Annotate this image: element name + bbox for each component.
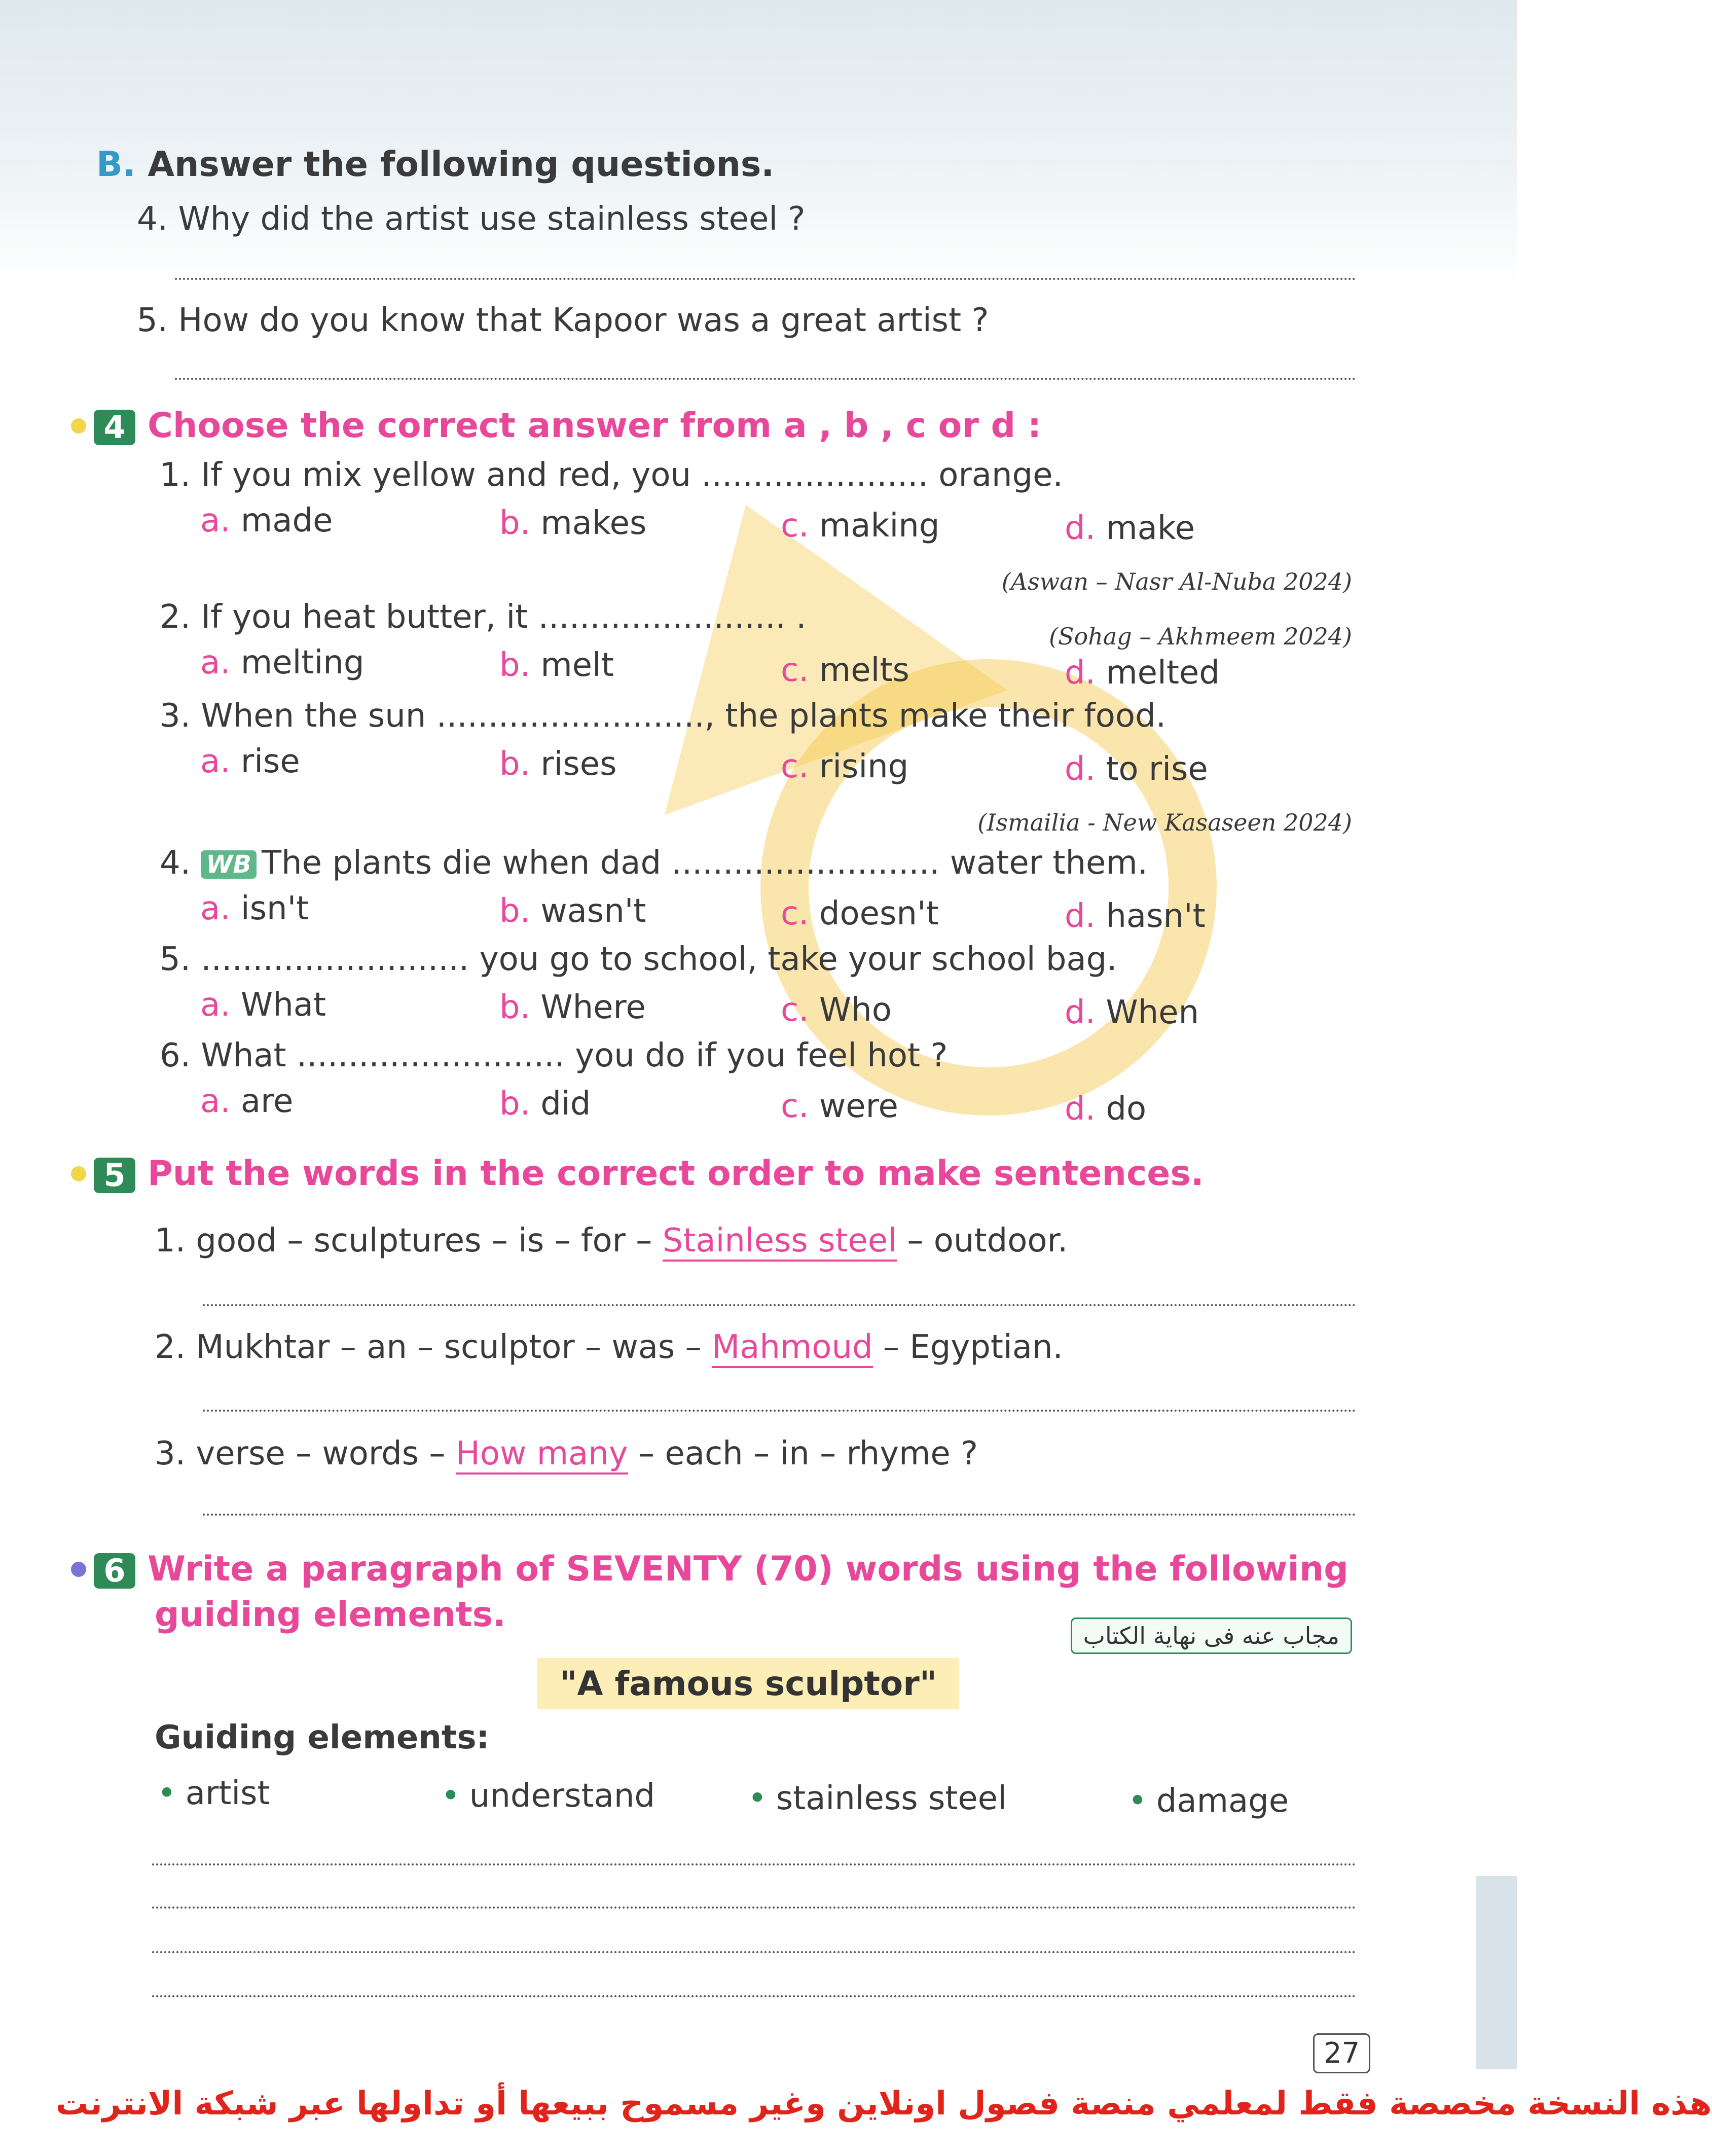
option-c[interactable] <box>781 652 909 689</box>
question-text: Why did the artist use stainless steel ? <box>178 200 806 238</box>
option-a[interactable] <box>200 502 333 540</box>
stem-text: . <box>796 598 807 636</box>
exercise-number-badge: 6 <box>94 1553 135 1589</box>
side-unit-tab <box>1476 1876 1517 2069</box>
level-dot-icon <box>71 418 86 434</box>
option-text: to rise <box>1106 750 1208 788</box>
section-b-heading <box>96 145 774 185</box>
exam-source: (Sohag – Akhmeem 2024) <box>1049 623 1352 650</box>
stem-text: 2. If you heat butter, it <box>160 598 528 636</box>
option-c[interactable] <box>781 895 939 932</box>
option-text: isn't <box>240 890 309 927</box>
option-text: were <box>819 1088 898 1125</box>
answer-line[interactable] <box>175 378 1356 380</box>
answer-blank[interactable]: .......................... <box>201 941 469 978</box>
highlighted-phrase: Stainless steel <box>663 1222 897 1262</box>
word-sequence: 1. good – sculptures – is – for – <box>155 1222 652 1260</box>
question-5 <box>137 302 989 339</box>
option-letter: d. <box>1065 654 1096 692</box>
header-background-band <box>0 0 1517 284</box>
answered-at-end-badge: مجاب عنه فى نهاية الكتاب <box>1071 1618 1352 1654</box>
bullet-icon: • <box>748 1780 767 1817</box>
stem-text: 1. If you mix yellow and red, you <box>160 456 691 494</box>
word-sequence: 2. Mukhtar – an – sculptor – was – <box>155 1328 702 1366</box>
answer-line[interactable] <box>203 1304 1356 1306</box>
option-letter: b. <box>499 745 530 783</box>
mcq-stem-1 <box>160 456 1063 494</box>
guide-text: understand <box>469 1777 655 1815</box>
answer-blank[interactable]: .......................... <box>671 844 940 882</box>
option-letter: b. <box>499 505 530 542</box>
bullet-icon: • <box>157 1775 176 1812</box>
level-dot-icon <box>71 1562 86 1577</box>
highlighted-phrase: How many <box>456 1435 628 1475</box>
option-text: Where <box>540 989 646 1026</box>
answer-blank[interactable]: .......................... <box>296 1037 565 1074</box>
option-text: rising <box>819 748 909 785</box>
answer-blank[interactable]: ........................ <box>538 598 786 636</box>
order-item-1 <box>155 1222 1068 1260</box>
exercise-title: Write a paragraph of SEVENTY (70) words using the following <box>148 1549 1349 1589</box>
order-item-3 <box>155 1435 978 1472</box>
answer-line[interactable] <box>152 1907 1356 1909</box>
option-letter: a. <box>200 502 231 540</box>
word-sequence: 3. verse – words – <box>155 1435 446 1472</box>
stem-text: you go to school, take your school bag. <box>479 941 1117 978</box>
option-a[interactable] <box>200 890 309 927</box>
option-letter: c. <box>781 507 809 545</box>
option-d[interactable] <box>1065 750 1208 788</box>
option-b[interactable] <box>499 1085 591 1123</box>
mcq-stem-5 <box>160 941 1117 978</box>
option-text: do <box>1106 1090 1147 1128</box>
option-text: What <box>240 986 326 1024</box>
option-a[interactable] <box>200 1083 293 1120</box>
option-letter: d. <box>1065 510 1096 547</box>
option-d[interactable] <box>1065 510 1195 547</box>
option-letter: d. <box>1065 897 1096 935</box>
option-c[interactable] <box>781 991 892 1029</box>
mcq-stem-4 <box>160 844 1148 882</box>
answer-line[interactable] <box>203 1514 1356 1516</box>
answer-line[interactable] <box>152 1995 1356 1997</box>
answer-line[interactable] <box>152 1951 1356 1953</box>
option-letter: b. <box>499 646 530 684</box>
option-d[interactable] <box>1065 654 1220 692</box>
stem-text: 6. What <box>160 1037 286 1074</box>
workbook-badge: WB <box>201 850 257 879</box>
option-c[interactable] <box>781 1088 898 1125</box>
option-text: doesn't <box>819 895 939 932</box>
answer-blank[interactable]: ...................... <box>701 456 928 494</box>
word-sequence: – each – in – rhyme ? <box>638 1435 978 1472</box>
option-text: make <box>1106 510 1195 547</box>
question-text: How do you know that Kapoor was a great artist ? <box>178 302 989 339</box>
option-b[interactable] <box>499 745 616 783</box>
option-letter: a. <box>200 890 231 927</box>
option-text: makes <box>540 505 647 542</box>
exam-source: (Ismailia - New Kasaseen 2024) <box>977 809 1352 836</box>
exam-source: (Aswan – Nasr Al-Nuba 2024) <box>1001 568 1352 595</box>
question-number: 4. <box>137 200 168 238</box>
bullet-icon: • <box>441 1777 460 1815</box>
option-letter: a. <box>200 986 231 1024</box>
option-letter: c. <box>781 652 809 689</box>
stem-text: 4. <box>160 844 191 882</box>
option-text: melting <box>240 644 365 681</box>
guide-text: stainless steel <box>776 1780 1007 1817</box>
option-letter: c. <box>781 748 809 785</box>
option-letter: a. <box>200 644 231 681</box>
stem-text: 3. When the sun <box>160 697 426 735</box>
option-b[interactable] <box>499 989 646 1026</box>
exercise-title-line-2: guiding elements. <box>155 1595 506 1635</box>
answer-blank[interactable]: .......................... <box>436 697 705 735</box>
option-d[interactable] <box>1065 1090 1146 1128</box>
option-a[interactable] <box>200 743 300 780</box>
option-letter: c. <box>781 991 809 1029</box>
level-dot-icon <box>71 1166 86 1181</box>
mcq-stem-3 <box>160 697 1166 735</box>
exercise-6-heading <box>94 1549 1349 1589</box>
option-text: wasn't <box>540 892 646 930</box>
guide-text: damage <box>1156 1782 1289 1820</box>
guide-item <box>157 1775 270 1812</box>
option-letter: c. <box>781 1088 809 1125</box>
option-text: are <box>240 1083 294 1120</box>
guiding-elements-heading: Guiding elements: <box>155 1719 490 1756</box>
answer-line[interactable] <box>152 1863 1356 1865</box>
exercise-5-heading <box>94 1154 1204 1194</box>
option-b[interactable] <box>499 892 646 930</box>
option-text: melts <box>819 652 909 689</box>
exercise-title: Choose the correct answer from a , b , c or d : <box>148 406 1042 446</box>
copyright-footer: هذه النسخة مخصصة فقط لمعلمي منصة فصول اونلاين وغير مسموح ببيعها أو تداولها عبر شبكة الانترنت <box>56 2085 1712 2123</box>
answer-line[interactable] <box>175 278 1356 280</box>
option-b[interactable] <box>499 505 646 542</box>
order-item-2 <box>155 1328 1063 1366</box>
stem-text: The plants die when dad <box>261 844 662 882</box>
option-letter: c. <box>781 895 809 932</box>
option-c[interactable] <box>781 748 908 785</box>
exercise-number-badge: 5 <box>94 1158 135 1193</box>
exercise-title: Put the words in the correct order to make sentences. <box>148 1154 1204 1194</box>
option-text: When <box>1106 994 1199 1031</box>
option-text: melt <box>540 646 614 684</box>
option-letter: a. <box>200 743 231 780</box>
question-4 <box>137 200 806 238</box>
question-number: 5. <box>137 302 168 339</box>
word-sequence: – Egyptian. <box>883 1328 1063 1366</box>
section-b-letter: B. <box>96 145 136 185</box>
option-letter: d. <box>1065 994 1096 1031</box>
option-text: rises <box>540 745 617 783</box>
option-letter: b. <box>499 1085 530 1123</box>
option-text: did <box>540 1085 591 1123</box>
word-sequence: – outdoor. <box>907 1222 1068 1260</box>
option-a[interactable] <box>200 986 326 1024</box>
stem-text: you do if you feel hot ? <box>575 1037 948 1074</box>
guide-item <box>748 1780 1007 1817</box>
stem-text: orange. <box>938 456 1063 494</box>
exercise-4-heading <box>94 406 1041 446</box>
option-d[interactable] <box>1065 897 1206 935</box>
option-text: making <box>819 507 940 545</box>
option-text: made <box>240 502 333 540</box>
stem-text: , the plants make their food. <box>704 697 1167 735</box>
stem-text: water them. <box>950 844 1148 882</box>
section-b-title: Answer the following questions. <box>148 145 775 185</box>
bullet-icon: • <box>1128 1782 1147 1820</box>
page-number: 27 <box>1313 2033 1370 2073</box>
paragraph-topic: "A famous sculptor" <box>537 1658 959 1709</box>
highlighted-phrase: Mahmoud <box>712 1328 873 1368</box>
exercise-number-badge: 4 <box>94 410 135 445</box>
stem-text: 5. <box>160 941 191 978</box>
option-letter: a. <box>200 1083 231 1120</box>
option-text: rise <box>240 743 300 780</box>
option-text: hasn't <box>1106 897 1206 935</box>
mcq-stem-6 <box>160 1037 948 1074</box>
guide-item <box>441 1777 655 1815</box>
option-c[interactable] <box>781 507 939 545</box>
guide-text: artist <box>185 1775 270 1812</box>
option-letter: b. <box>499 989 530 1026</box>
option-letter: d. <box>1065 750 1096 788</box>
guide-item <box>1128 1782 1289 1820</box>
option-letter: d. <box>1065 1090 1096 1128</box>
option-b[interactable] <box>499 646 614 684</box>
option-text: melted <box>1106 654 1220 692</box>
option-d[interactable] <box>1065 994 1199 1031</box>
mcq-stem-2 <box>160 598 807 636</box>
option-text: Who <box>819 991 892 1029</box>
answer-line[interactable] <box>203 1410 1356 1412</box>
option-a[interactable] <box>200 644 364 681</box>
option-letter: b. <box>499 892 530 930</box>
